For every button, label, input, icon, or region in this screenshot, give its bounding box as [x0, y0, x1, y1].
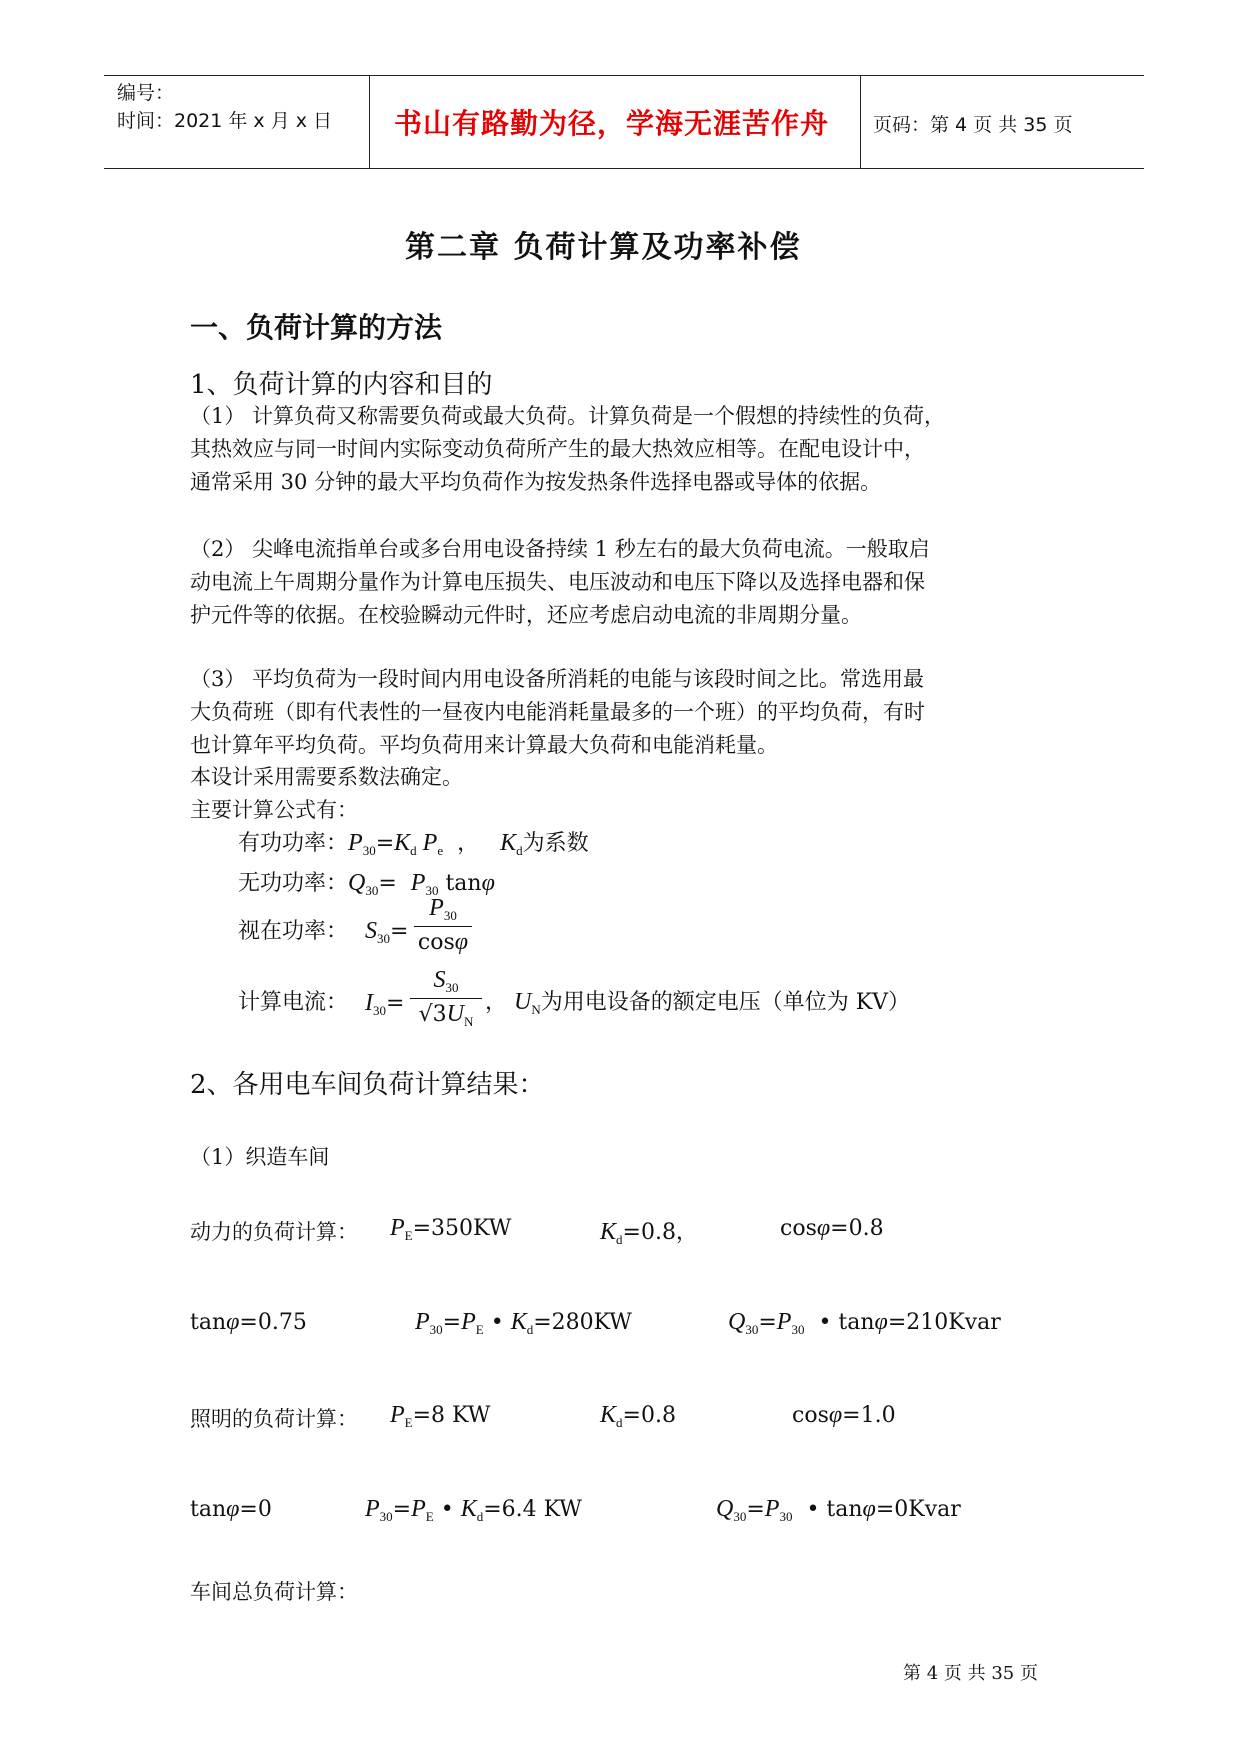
- formula-reactive-power: 无功功率：$Q_{30}= P_{30}$ tanφ: [238, 870, 495, 898]
- power-calc-pe: $P_E=350KW$: [390, 1215, 512, 1243]
- paragraph-3-line-3: 也计算年平均负荷。平均负荷用来计算最大负荷和电能消耗量。: [190, 733, 778, 757]
- paragraph-2-line-2: 动电流上午周期分量作为计算电压损失、电压波动和电压下降以及选择电器和保: [190, 570, 925, 594]
- power-calc-label: 动力的负荷计算：: [190, 1220, 358, 1244]
- header-page-info: 页码：第 4 页 共 35 页: [873, 114, 1073, 136]
- header-time-label: 时间：2021 年 x 月 x 日: [117, 110, 333, 132]
- power-q30-value: =210Kvar: [887, 1310, 1001, 1335]
- paragraph-2-line-1: （2） 尖峰电流指单台或多台用电设备持续 1 秒左右的最大负荷电流。一般取启: [190, 537, 930, 561]
- subsection-title-2: 2、各用电车间负荷计算结果：: [190, 1070, 545, 1100]
- header-top-rule: [104, 75, 1144, 76]
- light-calc-label: 照明的负荷计算：: [190, 1407, 358, 1431]
- light-pe-value: =8 KW: [412, 1403, 491, 1428]
- formula-reactive-label: 无功功率：: [238, 871, 349, 896]
- paragraph-1-line-1: （1） 计算负荷又称需要负荷或最大负荷。计算负荷是一个假想的持续性的负荷，: [190, 404, 946, 428]
- paragraph-3-line-1: （3） 平均负荷为一段时间内用电设备所消耗的电能与该段时间之比。常选用最: [190, 667, 925, 691]
- light-q30-value: =0Kvar: [875, 1497, 961, 1522]
- paragraph-1-line-3: 通常采用 30 分钟的最大平均负荷作为按发热条件选择电器或导体的依据。: [190, 470, 882, 494]
- power-kd-value: =0.8，: [622, 1220, 698, 1245]
- formula-active-suffix: 为系数: [522, 831, 589, 856]
- light-cos-value: =1.0: [842, 1403, 896, 1428]
- formula-apparent-label: 视在功率：: [238, 919, 349, 944]
- light-calc-q30: $Q_{30}=P_{30}$ • tanφ=0Kvar: [716, 1496, 961, 1524]
- formula-current-suffix: 为用电设备的额定电压（单位为 KV）: [540, 990, 911, 1015]
- formula-apparent-lhs: $S_{30}=$: [365, 918, 409, 946]
- power-cos-value: =0.8: [830, 1216, 884, 1241]
- power-pe-value: =350KW: [412, 1216, 512, 1241]
- light-calc-kd: $K_d=0.8$: [600, 1402, 676, 1430]
- power-p30-value: =280KW: [533, 1310, 632, 1335]
- paragraph-2-line-3: 护元件等的依据。在校验瞬动元件时，还应考虑启动电流的非周期分量。: [190, 603, 862, 627]
- formula-active-label: 有功功率：: [238, 831, 349, 856]
- paragraph-3-line-2: 大负荷班（即有代表性的一昼夜内电能消耗量最多的一个班）的平均负荷，有时: [190, 700, 925, 724]
- workshop-title: （1）织造车间: [190, 1145, 330, 1169]
- power-calc-cos: cosφ=0.8: [780, 1215, 884, 1241]
- formula-current-lhs: $I_{30}=$: [365, 990, 405, 1018]
- header-divider-left: [369, 75, 370, 169]
- power-calc-q30: $Q_{30}=P_{30}$ • tanφ=210Kvar: [728, 1309, 1001, 1337]
- page-footer: 第 4 页 共 35 页: [903, 1663, 1038, 1684]
- light-calc-tan: tanφ=0: [190, 1496, 272, 1522]
- power-calc-tan: tanφ=0.75: [190, 1309, 307, 1335]
- formula-intro: 主要计算公式有：: [190, 798, 358, 822]
- power-tan-value: =0.75: [239, 1310, 307, 1335]
- header-motto: 书山有路勤为径，学海无涯苦作舟: [394, 107, 830, 140]
- formula-active-power: 有功功率：$P_{30}=K_d$ $P_e$ ， $K_d$为系数: [238, 830, 589, 858]
- power-calc-p30: $P_{30}=P_E$ • $K_d=280KW$: [415, 1309, 632, 1337]
- formula-current-label: 计算电流：: [238, 990, 349, 1015]
- paragraph-1-line-2: 其热效应与同一时间内实际变动负荷所产生的最大热效应相等。在配电设计中，: [190, 437, 925, 461]
- formula-current-suffix-line: ， $U_N$为用电设备的额定电压（单位为 KV）: [485, 989, 911, 1017]
- formula-current-fraction: $S_{30}$ $√3U_N$: [410, 967, 482, 1030]
- formula-apparent-fraction: $P_{30}$ cosφ: [414, 895, 472, 956]
- light-p30-value: =6.4 KW: [483, 1497, 582, 1522]
- header-divider-right: [860, 75, 861, 169]
- power-calc-kd: $K_d=0.8$，: [600, 1219, 698, 1247]
- light-kd-value: =0.8: [622, 1403, 676, 1428]
- method-line: 本设计采用需要系数法确定。: [190, 765, 463, 789]
- light-calc-p30: $P_{30}=P_E$ • $K_d=6.4$ KW: [365, 1496, 582, 1524]
- chapter-title: 第二章 负荷计算及功率补偿: [405, 230, 802, 265]
- header-number-label: 编号：: [117, 82, 175, 104]
- header-bottom-rule: [104, 168, 1144, 169]
- total-calc-label: 车间总负荷计算：: [190, 1580, 358, 1604]
- section-title: 一、负荷计算的方法: [190, 311, 443, 344]
- subsection-title-1: 1、负荷计算的内容和目的: [190, 370, 493, 400]
- light-tan-value: =0: [239, 1497, 272, 1522]
- light-calc-cos: cosφ=1.0: [792, 1402, 896, 1428]
- light-calc-pe: $P_E=8$ KW: [390, 1402, 491, 1430]
